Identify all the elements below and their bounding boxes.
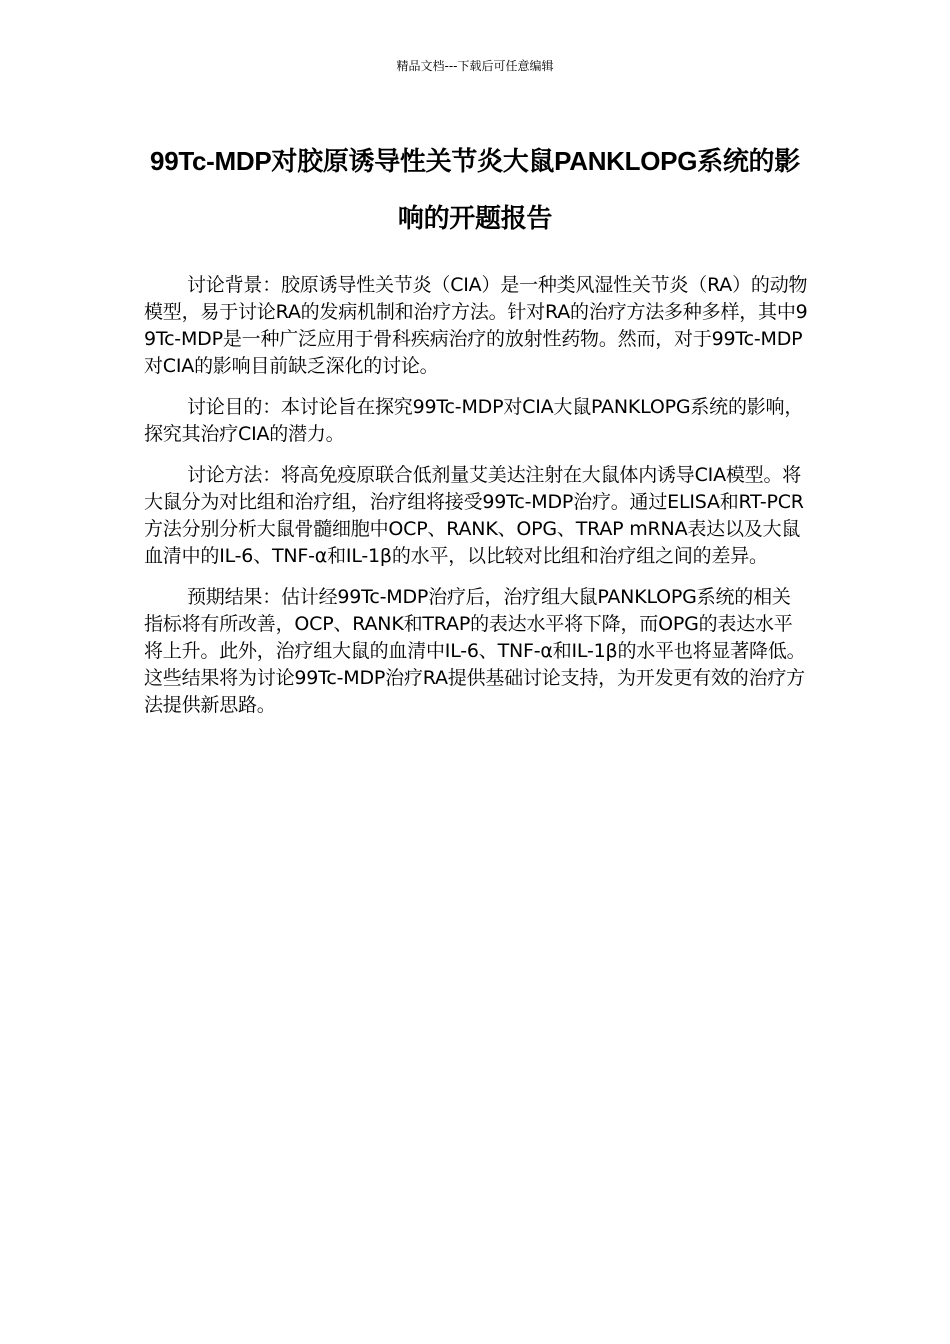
- paragraph-expected-results: 预期结果：估计经99Tc-MDP治疗后，治疗组大鼠PANKLOPG系统的相关指标将有所改善，OCP、RANK和TRAP的表达水平将下降，而OPG的表达水平将上升。此外，治疗组大鼠的血清中IL-6、TNF-α和IL-1β的水平也将显著降低。这些结果将为讨论99Tc-MDP治疗RA提供基础讨论支持，为开发更有效的治疗方法提供新思路。: [144, 586, 806, 716]
- header-note: 精品文档---下载后可任意编辑: [396, 59, 554, 73]
- document-body: [144, 272, 808, 733]
- paragraph-purpose: 讨论目的：本讨论旨在探究99Tc-MDP对CIA大鼠PANKLOPG系统的影响，探究其治疗CIA的潜力。: [144, 396, 804, 445]
- paragraph-methods: 讨论方法：将高免疫原联合低剂量艾美达注射在大鼠体内诱导CIA模型。将大鼠分为对比组和治疗组，治疗组将接受99Tc-MDP治疗。通过ELISA和RT-PCR方法分别分析大鼠骨髓细胞中OCP、RANK、OPG、TRAP mRNA表达以及大鼠血清中的IL-6、TNF-α和IL-1β的水平，以比较对比组和治疗组之间的差异。: [144, 464, 804, 567]
- paragraph-background: 讨论背景：胶原诱导性关节炎（CIA）是一种类风湿性关节炎（RA）的动物模型，易于讨论RA的发病机制和治疗方法。针对RA的治疗方法多种多样，其中99Tc-MDP是一种广泛应用于骨科疾病治疗的放射性药物。然而，对于99Tc-MDP对CIA的影响目前缺乏深化的讨论。: [144, 274, 808, 377]
- document-title: 99Tc-MDP对胶原诱导性关节炎大鼠PANKLOPG系统的影响的开题报告: [150, 146, 800, 233]
